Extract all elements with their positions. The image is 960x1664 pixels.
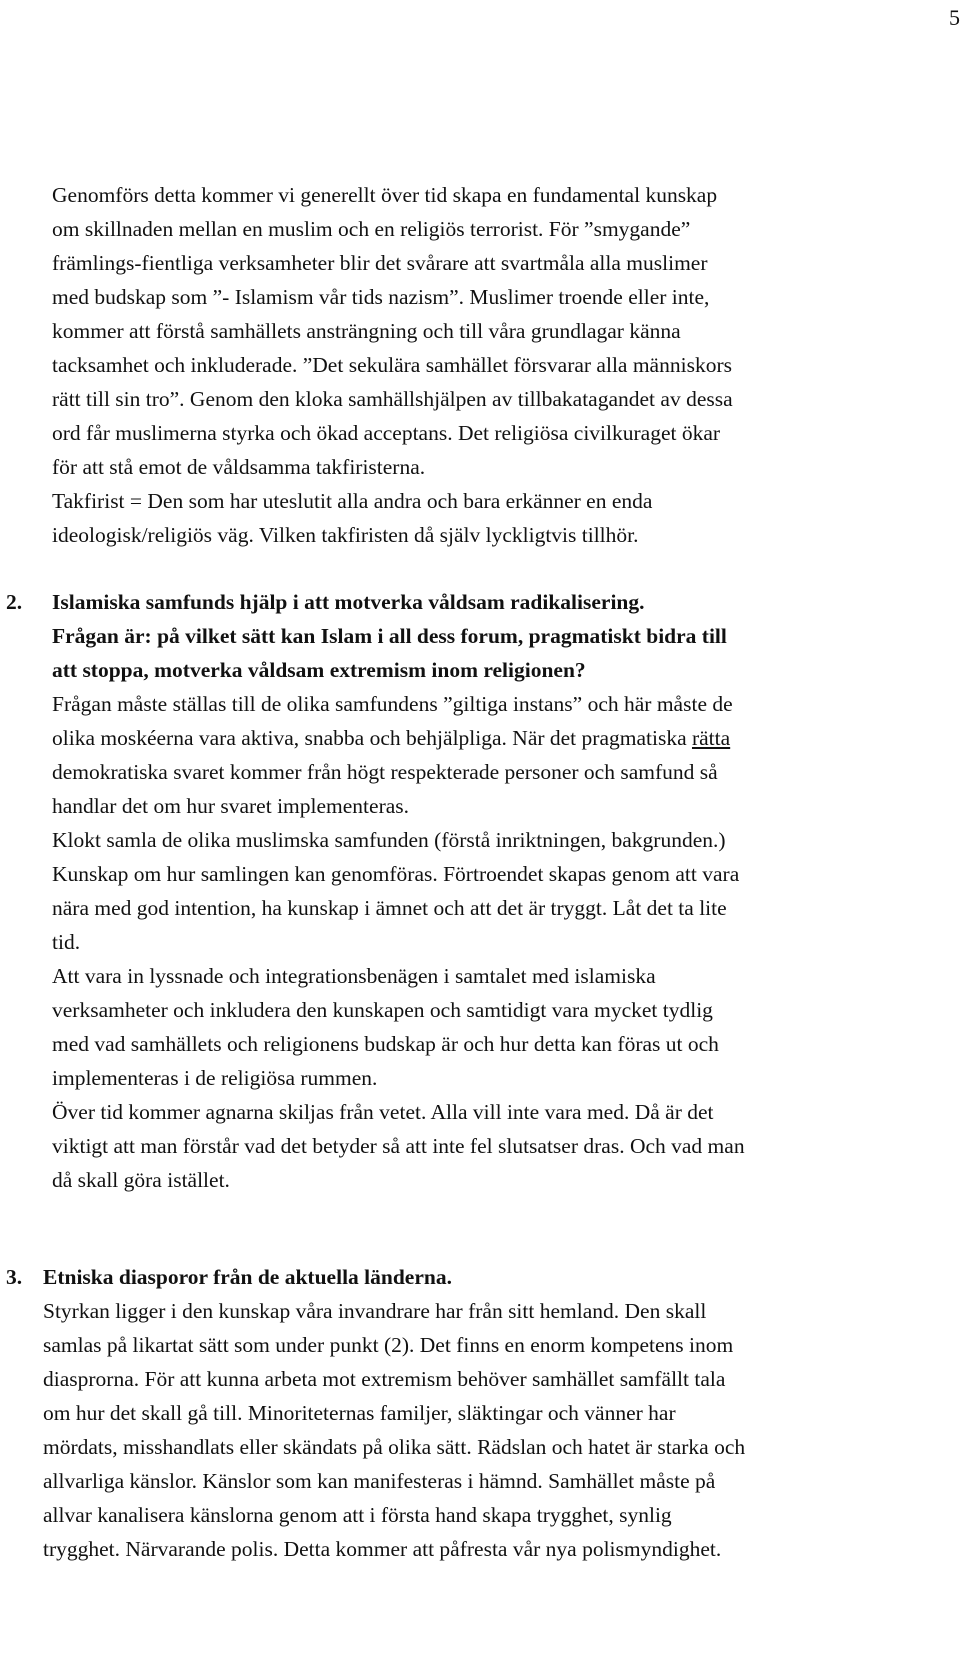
text-line: ord får muslimerna styrka och ökad acceptans. Det religiösa civilkuraget ökar (52, 421, 721, 445)
section-number: 3. (6, 1265, 23, 1289)
text-line: mördats, misshandlats eller skändats på olika sätt. Rädslan och hatet är starka och (43, 1435, 746, 1459)
text-line: för att stå emot de våldsamma takfiristerna. (52, 455, 426, 479)
text-line: kommer att förstå samhällets ansträngning och till våra grundlagar känna (52, 319, 681, 343)
text-line: nära med god intention, ha kunskap i ämnet och att det är tryggt. Låt det ta lite (52, 896, 727, 920)
text-line: Att vara in lyssnade och integrationsbenägen i samtalet med islamiska (52, 964, 656, 988)
text-line: tid. (52, 930, 81, 954)
section-number: 2. (6, 590, 23, 614)
text-line: då skall göra istället. (52, 1168, 230, 1192)
text-line: med budskap som ”- Islamism vår tids nazism”. Muslimer troende eller inte, (52, 285, 710, 309)
text-line: implementeras i de religiösa rummen. (52, 1066, 378, 1090)
text-line: Kunskap om hur samlingen kan genomföras. Förtroendet skapas genom att vara (52, 862, 740, 886)
text-line: handlar det om hur svaret implementeras. (52, 794, 410, 818)
text-line: Styrkan ligger i den kunskap våra invandrare har från sitt hemland. Den skall (43, 1299, 707, 1323)
text-line (52, 720, 730, 756)
text-line: allvar kanalisera känslorna genom att i första hand skapa trygghet, synlig (43, 1503, 672, 1527)
text-line: Genomförs detta kommer vi generellt över tid skapa en fundamental kunskap (52, 183, 718, 207)
text-line: Takfirist = Den som har uteslutit alla andra och bara erkänner en enda (52, 489, 653, 513)
text-line: Över tid kommer agnarna skiljas från vetet. Alla vill inte vara med. Då är det (52, 1100, 714, 1124)
text-line: med vad samhällets och religionens budskap är och hur detta kan föras ut och (52, 1032, 719, 1056)
underlined-word: rätta (691, 726, 731, 750)
text-line: Frågan måste ställas till de olika samfundens ”giltiga instans” och här måste de (52, 692, 733, 716)
question-line: Frågan är: på vilket sätt kan Islam i all dess forum, pragmatiskt bidra till (52, 624, 727, 648)
text-line: demokratiska svaret kommer från högt respekterade personer och samfund så (52, 760, 718, 784)
text-line: om skillnaden mellan en muslim och en religiös terrorist. För ”smygande” (52, 217, 691, 241)
page-number: 5 (949, 5, 960, 30)
text-line: främlings-fientliga verksamheter blir det svårare att svartmåla alla muslimer (52, 251, 708, 275)
section-heading: Islamiska samfunds hjälp i att motverka våldsam radikalisering. (52, 590, 645, 614)
text-line: verksamheter och inkludera den kunskapen och samtidigt vara mycket tydlig (52, 998, 713, 1022)
text-fragment: olika moskéerna vara aktiva, snabba och behjälpliga. När det pragmatiska (52, 726, 692, 750)
text-line: rätt till sin tro”. Genom den kloka samhällshjälpen av tillbakatagandet av dessa (52, 387, 733, 411)
text-line: allvarliga känslor. Känslor som kan manifesteras i hämnd. Samhället måste på (43, 1469, 716, 1493)
section-heading: Etniska diasporor från de aktuella länderna. (43, 1265, 452, 1289)
text-line: Klokt samla de olika muslimska samfunden (förstå inriktningen, bakgrunden.) (52, 828, 726, 852)
question-line: att stoppa, motverka våldsam extremism inom religionen? (52, 658, 586, 682)
text-line: viktigt att man förstår vad det betyder så att inte fel slutsatser dras. Och vad man (52, 1134, 745, 1158)
text-line: om hur det skall gå till. Minoriteternas familjer, släktingar och vänner har (43, 1401, 676, 1425)
text-line: trygghet. Närvarande polis. Detta kommer att påfresta vår nya polismyndighet. (43, 1537, 722, 1561)
text-line: diasprorna. För att kunna arbeta mot extremism behöver samhället samfällt tala (43, 1367, 726, 1391)
text-line: samlas på likartat sätt som under punkt (2). Det finns en enorm kompetens inom (43, 1333, 734, 1357)
text-line: tacksamhet och inkluderade. ”Det sekulära samhället försvarar alla människors (52, 353, 732, 377)
text-line: ideologisk/religiös väg. Vilken takfiristen då själv lyckligtvis tillhör. (52, 523, 639, 547)
